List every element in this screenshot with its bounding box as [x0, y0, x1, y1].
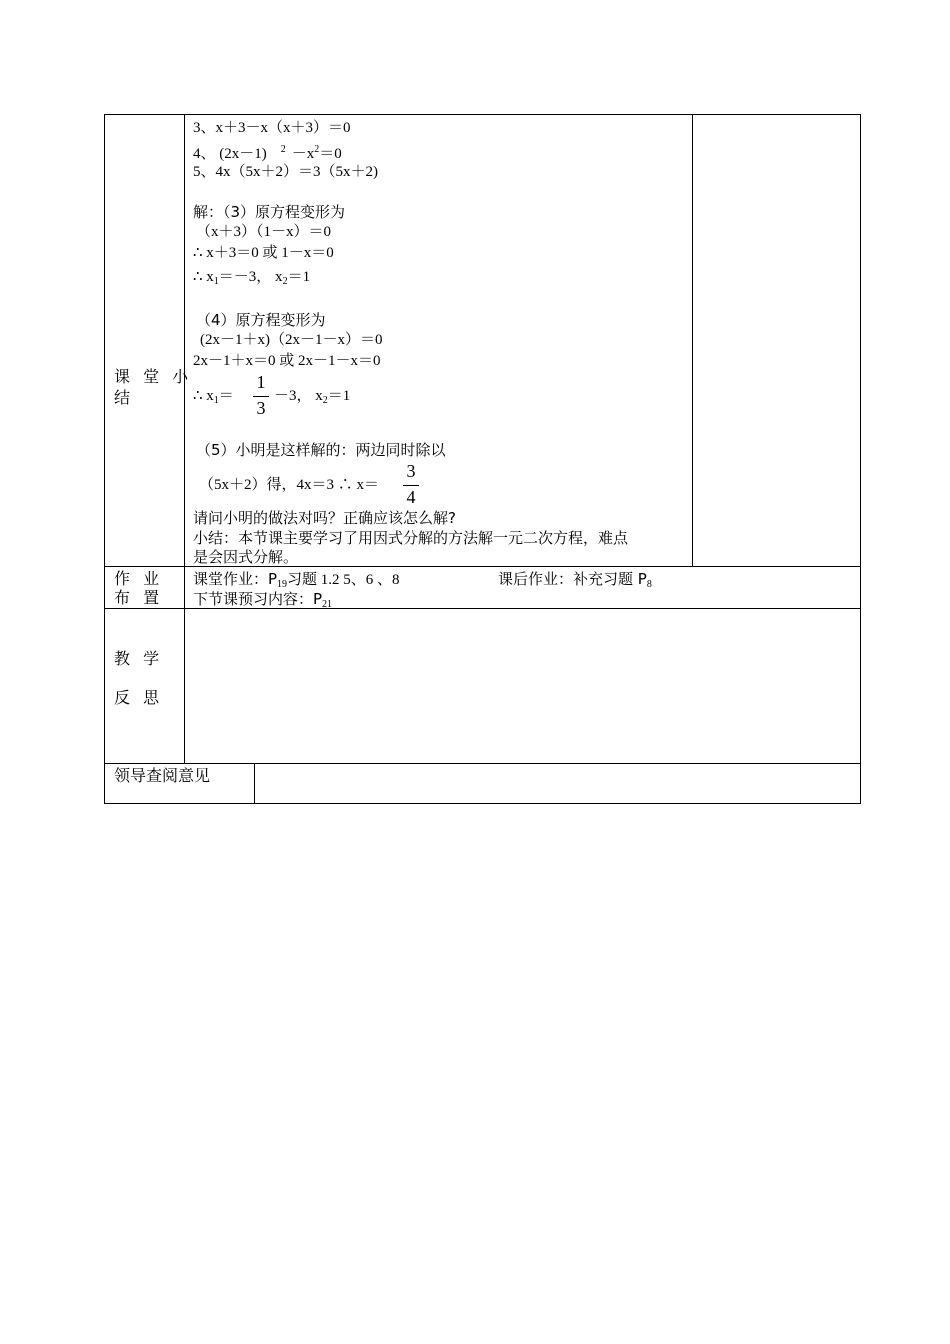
solution-4-result-a: ∴ x — [193, 388, 214, 404]
equation-4-part-a: 4、 (2x－1) — [193, 146, 267, 162]
equation-4 — [193, 141, 342, 163]
row-divider-reflection-review — [104, 763, 861, 764]
equation-4-part-c: ＝0 — [319, 146, 342, 162]
after-class-homework-page-subscript: 8 — [646, 579, 652, 590]
solution-4-result-d: ＝1 — [327, 388, 351, 404]
table-right-border — [860, 114, 861, 804]
preview-content-page-subscript: 21 — [322, 599, 333, 610]
row-divider-summary-homework — [104, 566, 861, 567]
solution-3-result-b: ＝－3， x — [218, 269, 283, 285]
question-text: 请问小明的做法对吗？正确应该怎么解? — [193, 509, 456, 527]
equation-4-exponent-2: 2 — [314, 144, 320, 155]
solution-5-fraction-denominator: 4 — [406, 487, 416, 507]
solution-3-subscript-2: 2 — [282, 276, 288, 287]
solution-4-heading: （4）原方程变形为 — [196, 311, 326, 329]
solution-3-line1: （x＋3）（1－x）＝0 — [196, 224, 332, 240]
homework-label-line2: 布 置 — [114, 588, 164, 607]
homework-label-line1: 作 业 — [114, 569, 164, 588]
solution-4-fraction-bar — [253, 396, 269, 397]
solution-4-fraction-denominator: 3 — [256, 398, 266, 418]
equation-4-exponent-1: 2 — [280, 144, 286, 155]
solution-5-line1: （5x＋2）得，4x＝3 ∴ x＝ — [199, 477, 380, 493]
solution-5-fraction-numerator: 3 — [406, 461, 416, 481]
solution-4-fraction-numerator: 1 — [256, 372, 266, 392]
solution-3-result — [193, 268, 310, 291]
solution-3-result-c: ＝1 — [287, 269, 311, 285]
solution-4-line2: 2x－1＋x＝0 或 2x－1－x＝0 — [193, 353, 381, 369]
summary-label-line2: 结 — [114, 388, 135, 407]
solution-4-result-left — [193, 387, 234, 410]
solution-4-result-c: －3， x — [274, 388, 323, 404]
reflection-label-line2: 反 思 — [114, 688, 164, 707]
solution-4-result-right — [274, 387, 350, 410]
class-homework-page-subscript: 19 — [277, 579, 288, 590]
solution-5-fraction-bar — [403, 485, 419, 486]
summary-label-line1: 课 堂 小 — [114, 367, 193, 386]
reflection-label-line1: 教 学 — [114, 649, 164, 668]
preview-content-prefix: 下节课预习内容：P — [193, 590, 323, 608]
table-top-border — [104, 114, 861, 115]
summary-notes-divider — [692, 114, 693, 567]
review-label-divider — [254, 763, 255, 804]
equation-5: 5、4x（5x＋2）＝3（5x＋2) — [193, 164, 378, 180]
solution-3-line2: ∴ x＋3＝0 或 1－x＝0 — [193, 245, 334, 261]
solution-3-heading: 解：（3）原方程变形为 — [193, 203, 346, 221]
equation-4-part-b: －x — [291, 146, 315, 162]
solution-4-subscript-2: 2 — [322, 395, 328, 406]
class-homework-prefix: 课堂作业：P — [193, 570, 278, 588]
solution-3-subscript-1: 1 — [213, 276, 219, 287]
after-class-homework-prefix: 课后作业：补充习题 P — [498, 570, 647, 588]
solution-5-heading: （5）小明是这样解的：两边同时除以 — [196, 441, 446, 459]
equation-3: 3、x＋3－x（x＋3）＝0 — [193, 120, 351, 136]
solution-4-result-b: ＝ — [218, 388, 234, 404]
solution-4-subscript-1: 1 — [213, 395, 219, 406]
after-class-homework — [498, 570, 652, 594]
conclusion-line2: 是会因式分解。 — [193, 548, 299, 566]
table-bottom-border — [104, 803, 861, 804]
conclusion-line1: 小结：本节课主要学习了用因式分解的方法解一元二次方程，难点 — [193, 529, 629, 547]
table-left-border — [104, 114, 105, 804]
review-content-area[interactable] — [256, 765, 859, 802]
reflection-content-area[interactable] — [186, 610, 859, 762]
solution-3-result-a: ∴ x — [193, 269, 214, 285]
label-column-divider — [184, 114, 185, 764]
review-label: 领导查阅意见 — [114, 766, 211, 785]
class-homework-exercises: 习题 1.2 5、6 、8 — [287, 572, 400, 588]
solution-4-line1: (2x－1＋x)（2x－1－x）＝0 — [200, 332, 383, 348]
